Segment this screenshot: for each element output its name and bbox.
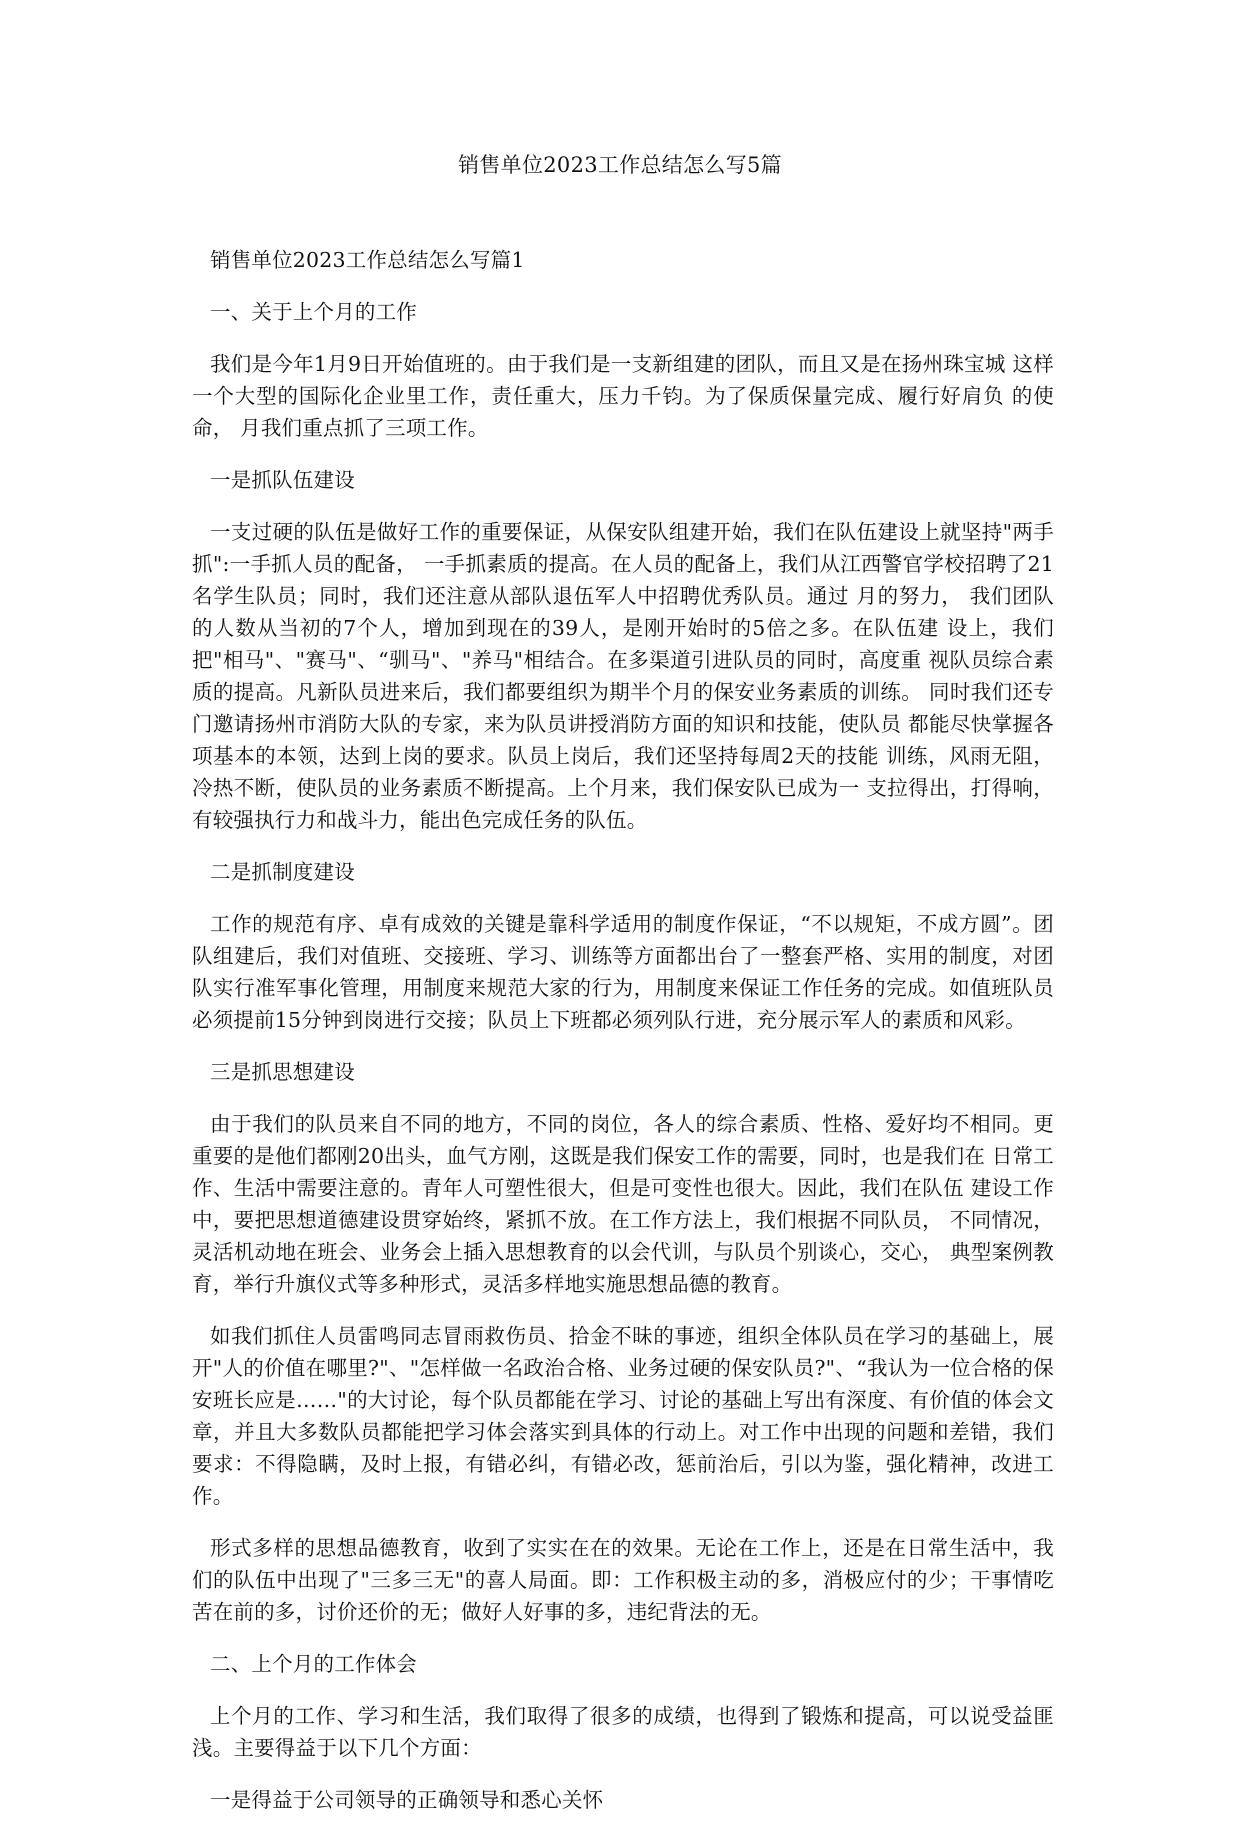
body-paragraph: 由于我们的队员来自不同的地方，不同的岗位，各人的综合素质、性格、爱好均不相同。更重要的是他们都刚20出头，血气方刚，这既是我们保安工作的需要，同时，也是我们在 日常工作、生活中需要注意的。青年人可塑性很大，但是可变性也很大。因此，我们在队伍 建设工作中，要把思想道德建设贯穿始终，紧抓不放。在工作方法上，我们根据不同队员， 不同情况，灵活机动地在班会、业务会上插入思想教育的以会代训，与队员个别谈心，交心， 典型案例教育，举行升旗仪式等多种形式，灵活多样地实施思想品德的教育。 [192,1112,1054,1296]
body-paragraph: 形式多样的思想品德教育，收到了实实在在的效果。无论在工作上，还是在日常生活中，我们的队伍中出现了"三多三无"的喜人局面。即：工作积极主动的多，消极应付的少；干事情吃苦在前的多，讨价还价的无；做好人好事的多，违纪背法的无。 [192,1536,1054,1624]
document-body [192,244,1054,1836]
section-heading: 一是抓队伍建设 [210,468,355,492]
body-paragraph: 上个月的工作、学习和生活，我们取得了很多的成绩，也得到了锻炼和提高，可以说受益匪浅。主要得益于以下几个方面： [192,1704,1054,1760]
section-heading: 一、关于上个月的工作 [210,300,417,324]
body-paragraph: 我们是今年1月9日开始值班的。由于我们是一支新组建的团队，而且又是在扬州珠宝城 这样一个大型的国际化企业里工作，责任重大，压力千钧。为了保质保量完成、履行好肩负 的使命， 月我们重点抓了三项工作。 [192,352,1054,440]
section-heading: 二、上个月的工作体会 [210,1652,417,1676]
section-heading: 销售单位2023工作总结怎么写篇1 [210,248,525,272]
section-heading: 一是得益于公司领导的正确领导和悉心关怀 [210,1788,604,1812]
section-heading: 二是抓制度建设 [210,860,355,884]
body-paragraph: 一支过硬的队伍是做好工作的重要保证，从保安队组建开始，我们在队伍建设上就坚持"两手抓":一手抓人员的配备， 一手抓素质的提高。在人员的配备上，我们从江西警官学校招聘了21名学生队员；同时，我们还注意从部队退伍军人中招聘优秀队员。通过 月的努力， 我们团队的人数从当初的7个人，增加到现在的39人，是刚开始时的5倍之多。在队伍建 设上，我们把"相马"、"赛马"、“驯马"、"养马"相结合。在多渠道引进队员的同时，高度重 视队员综合素质的提高。凡新队员进来后，我们都要组织为期半个月的保安业务素质的训练。 同时我们还专门邀请扬州市消防大队的专家，来为队员讲授消防方面的知识和技能，使队员 都能尽快掌握各项基本的本领，达到上岗的要求。队员上岗后，我们还坚持每周2天的技能 训练，风雨无阻，冷热不断，使队员的业务素质不断提高。上个月来，我们保安队已成为一 支拉得出，打得响，有较强执行力和战斗力，能出色完成任务的队伍。 [192,520,1054,832]
document-title: 销售单位2023工作总结怎么写5篇 [458,153,782,177]
body-paragraph: 工作的规范有序、卓有成效的关键是靠科学适用的制度作保证，“不以规矩，不成方圆”。团队组建后，我们对值班、交接班、学习、训练等方面都出台了一整套严格、实用的制度，对团队实行准军事化管理，用制度来规范大家的行为，用制度来保证工作任务的完成。如值班队员必须提前15分钟到岗进行交接；队员上下班都必须列队行进，充分展示军人的素质和风彩。 [192,912,1054,1032]
body-paragraph: 如我们抓住人员雷鸣同志冒雨救伤员、拾金不昧的事迹，组织全体队员在学习的基础上，展开"人的价值在哪里?"、"怎样做一名政治合格、业务过硬的保安队员?"、“我认为一位合格的保安班长应是……"的大讨论，每个队员都能在学习、讨论的基础上写出有深度、有价值的体会文章，并且大多数队员都能把学习体会落实到具体的行动上。对工作中出现的问题和差错，我们要求：不得隐瞒，及时上报，有错必纠，有错必改，惩前治后，引以为鉴，强化精神，改进工作。 [192,1324,1054,1508]
section-heading: 三是抓思想建设 [210,1060,355,1084]
